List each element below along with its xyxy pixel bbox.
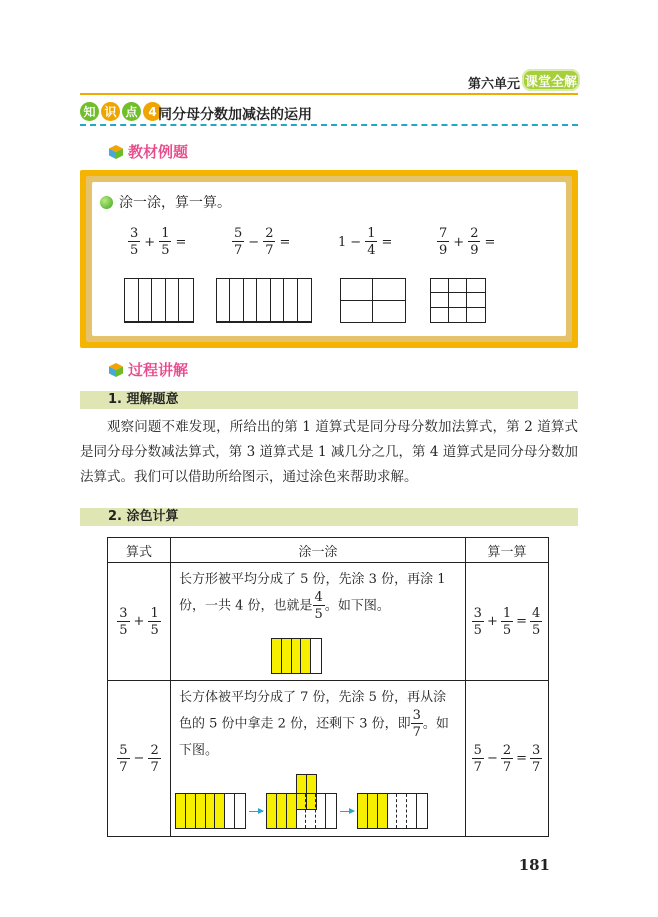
operator: + [133, 614, 145, 629]
kp-number: 4 [143, 102, 162, 121]
step2-heading: 2. 涂色计算 [80, 508, 578, 526]
numerator: 2 [502, 742, 512, 758]
denominator: 5 [314, 607, 323, 622]
denominator: 7 [532, 759, 541, 775]
header-divider [80, 93, 578, 95]
denominator: 5 [473, 622, 482, 638]
equation-1 [128, 227, 186, 257]
table-header: 涂一涂 [171, 538, 466, 562]
example-prompt [100, 192, 231, 212]
fifths-rectangle [124, 278, 194, 323]
fraction [232, 227, 244, 257]
denominator: 5 [150, 622, 159, 638]
operator: − [350, 234, 362, 250]
coloring-cell [171, 563, 466, 680]
table-row [108, 681, 548, 836]
fraction [468, 227, 480, 257]
whole-number: 1 [338, 234, 347, 250]
fraction [263, 227, 275, 257]
fraction [159, 227, 171, 257]
description-text: 长方体被平均分成了 7 份，先涂 5 份，再从涂色的 5 份中拿走 2 份，还剩下 3 份，即 [179, 690, 447, 732]
arrow-right-icon [249, 811, 263, 812]
table-header: 算一算 [487, 544, 527, 560]
operator: − [486, 751, 498, 766]
fraction [128, 227, 140, 257]
operator: − [248, 234, 260, 250]
denominator: 7 [412, 725, 421, 740]
unit-label: 第六单元 [467, 77, 520, 92]
section-heading-example [108, 141, 188, 162]
numerator: 1 [161, 226, 170, 241]
table-header-row [108, 538, 548, 563]
numerator: 7 [439, 226, 448, 241]
denominator: 9 [470, 243, 479, 258]
equals-sign: = [484, 234, 496, 250]
description-text: 。如下图。 [324, 598, 390, 614]
knowledge-point-title: 同分母分数加减法的运用 [158, 107, 312, 123]
kp-char-1: 知 [80, 102, 99, 121]
example-content [92, 182, 566, 336]
prompt-text: 涂一涂，算一算。 [119, 195, 231, 211]
denominator: 5 [119, 622, 128, 638]
formula-cell [108, 681, 171, 836]
numerator: 5 [473, 742, 482, 758]
step1-paragraph: 观察问题不难发现，所给出的第 1 道算式是同分母分数加法算式，第 2 道算式是同分母分数减法算式，第 3 道算式是 1 减几分之几，第 4 道算式是同分母分数加法算式。我们可以借助所给图示，通过涂色来帮助求解。 [80, 419, 578, 485]
numerator: 5 [234, 226, 243, 241]
result-cell [466, 681, 548, 836]
numerator: 3 [130, 226, 139, 241]
description [171, 563, 465, 621]
description-text: 长方形被平均分成了 5 份，先涂 3 份，再涂 1 份，一共 4 份，也就是 [179, 572, 446, 614]
shaded-bar-five-sevenths [175, 793, 246, 829]
description [171, 681, 465, 762]
example-frame [80, 170, 578, 348]
denominator: 7 [119, 759, 128, 775]
numerator: 2 [265, 226, 274, 241]
coloring-cell [171, 681, 466, 836]
numerator: 3 [412, 708, 421, 723]
shaded-bar-fifths [271, 638, 322, 674]
kp-char-3: 点 [122, 102, 141, 121]
numerator: 4 [532, 605, 541, 621]
equals-sign: = [516, 614, 528, 629]
result-cell [466, 563, 548, 680]
coloring-table [107, 537, 549, 837]
equals-sign: = [381, 234, 393, 250]
cube-icon [108, 144, 124, 160]
numerator: 3 [532, 742, 541, 758]
ninths-rectangle [430, 278, 486, 323]
equals-sign: = [516, 751, 528, 766]
numerator: 5 [119, 742, 128, 758]
sevenths-rectangle [216, 278, 312, 323]
numerator: 3 [119, 605, 128, 621]
numerator: 1 [502, 605, 512, 621]
title-dashed-rule [80, 124, 578, 126]
kp-char-2: 识 [101, 102, 120, 121]
equation-4 [437, 227, 495, 257]
unit-badge: 课堂全解 [522, 69, 580, 91]
denominator: 7 [265, 243, 274, 258]
denominator: 7 [234, 243, 243, 258]
operator: − [133, 751, 145, 766]
denominator: 5 [130, 243, 139, 258]
numerator: 3 [473, 605, 482, 621]
equation-2 [232, 227, 290, 257]
denominator: 5 [502, 622, 512, 638]
denominator: 5 [161, 243, 170, 258]
denominator: 5 [532, 622, 541, 638]
numerator: 1 [367, 226, 376, 241]
quarters-rectangle [340, 278, 406, 323]
denominator: 7 [473, 759, 482, 775]
equals-sign: = [175, 234, 187, 250]
numerator: 4 [314, 590, 323, 605]
denominator: 7 [502, 759, 512, 775]
denominator: 9 [439, 243, 448, 258]
cube-icon [108, 362, 124, 378]
denominator: 7 [150, 759, 159, 775]
table-header: 算式 [108, 538, 171, 562]
page-number: 181 [518, 856, 550, 874]
numerator: 1 [150, 605, 159, 621]
section-heading-label: 过程讲解 [128, 361, 189, 379]
formula-cell [108, 563, 171, 680]
operator: + [453, 234, 465, 250]
operator: + [144, 234, 156, 250]
numerator: 2 [470, 226, 479, 241]
step1-heading: 1. 理解题意 [80, 391, 578, 409]
arrow-right-icon [340, 811, 354, 812]
description-text: 。如下图。 [179, 716, 449, 758]
knowledge-point-badge [80, 102, 162, 121]
equation-3 [338, 227, 392, 257]
section-heading-explain [108, 359, 188, 380]
equals-sign: = [279, 234, 291, 250]
numerator: 2 [150, 742, 159, 758]
bar-after-removal [266, 793, 337, 829]
shaded-bar-three-sevenths [357, 793, 428, 829]
fraction [365, 227, 377, 257]
operator: + [486, 614, 498, 629]
fraction [437, 227, 449, 257]
bullet-dot-icon [100, 196, 113, 209]
denominator: 4 [367, 243, 376, 258]
table-row [108, 563, 548, 681]
section-heading-label: 教材例题 [128, 143, 189, 161]
